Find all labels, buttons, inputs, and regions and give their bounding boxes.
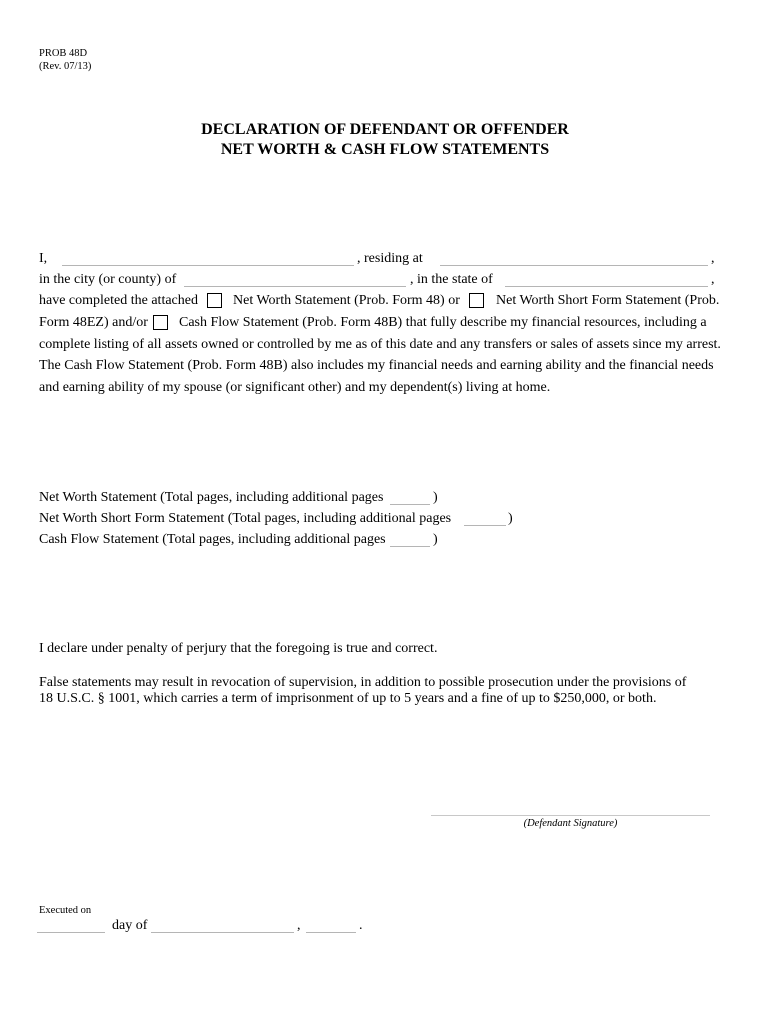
net-worth-statement-checkbox[interactable]	[207, 293, 222, 308]
execution-month-field[interactable]	[151, 932, 294, 933]
address-field[interactable]	[440, 265, 708, 266]
executed-on-label: Executed on	[39, 905, 92, 916]
declaration-line5: complete listing of all assets owned or controlled by me as of this date and any transfers or sales of assets since my arrest.	[39, 337, 721, 352]
declaration-line7: and earning ability of my spouse (or significant other) and my dependent(s) living at home.	[39, 380, 551, 395]
net-worth-short-form-checkbox[interactable]	[469, 293, 484, 308]
form-revision: (Rev. 07/13)	[39, 61, 92, 72]
completed-attached-label: have completed the attached	[39, 293, 198, 308]
declaration-i-label: I,	[39, 251, 48, 266]
execution-comma: ,	[297, 918, 301, 933]
page-title-line1: DECLARATION OF DEFENDANT OR OFFENDER	[201, 121, 569, 138]
cash-flow-statement-label: Cash Flow Statement (Prob. Form 48B) that fully describe my financial resources, including a	[179, 315, 707, 330]
false-statement-warning-line1: False statements may result in revocation of supervision, in addition to possible prosecution under the provisions of	[39, 675, 687, 690]
residing-at-label: , residing at	[357, 251, 423, 266]
short-form-pages-label: Net Worth Short Form Statement (Total pages, including additional pages	[39, 511, 452, 526]
execution-day-field[interactable]	[37, 932, 105, 933]
false-statement-warning-line2: 18 U.S.C. § 1001, which carries a term of imprisonment of up to 5 years and a fine of up to $250,000, or both.	[39, 691, 657, 706]
form-code: PROB 48D	[39, 48, 88, 59]
net-worth-pages-label: Net Worth Statement (Total pages, including additional pages	[39, 490, 384, 505]
page-title-line2: NET WORTH & CASH FLOW STATEMENTS	[220, 141, 550, 158]
execution-period: .	[359, 918, 363, 933]
line1-comma: ,	[711, 251, 715, 266]
line2-comma: ,	[711, 272, 715, 287]
net-worth-pages-field[interactable]	[390, 504, 430, 505]
perjury-declaration: I declare under penalty of perjury that the foregoing is true and correct.	[39, 641, 438, 656]
declaration-line6: The Cash Flow Statement (Prob. Form 48B) also includes my financial needs and earning ability and the financial needs	[39, 358, 714, 373]
cash-flow-pages-label: Cash Flow Statement (Total pages, including additional pages	[39, 532, 386, 547]
signature-line[interactable]	[431, 815, 710, 816]
cash-flow-pages-field[interactable]	[390, 546, 430, 547]
net-worth-short-form-label: Net Worth Short Form Statement (Prob.	[496, 293, 720, 308]
state-field[interactable]	[505, 286, 708, 287]
form-48ez-label: Form 48EZ) and/or	[39, 315, 148, 330]
signature-caption: (Defendant Signature)	[523, 818, 618, 829]
city-county-field[interactable]	[184, 286, 406, 287]
short-form-pages-field[interactable]	[464, 525, 506, 526]
city-county-label: in the city (or county) of	[39, 272, 177, 287]
state-label: , in the state of	[410, 272, 493, 287]
cash-flow-statement-checkbox[interactable]	[153, 315, 168, 330]
execution-year-field[interactable]	[306, 932, 356, 933]
name-field[interactable]	[62, 265, 354, 266]
net-worth-statement-label: Net Worth Statement (Prob. Form 48) or	[233, 293, 460, 308]
day-of-label: day of	[112, 918, 148, 933]
net-worth-pages-close: )	[433, 490, 438, 505]
short-form-pages-close: )	[508, 511, 513, 526]
cash-flow-pages-close: )	[433, 532, 438, 547]
